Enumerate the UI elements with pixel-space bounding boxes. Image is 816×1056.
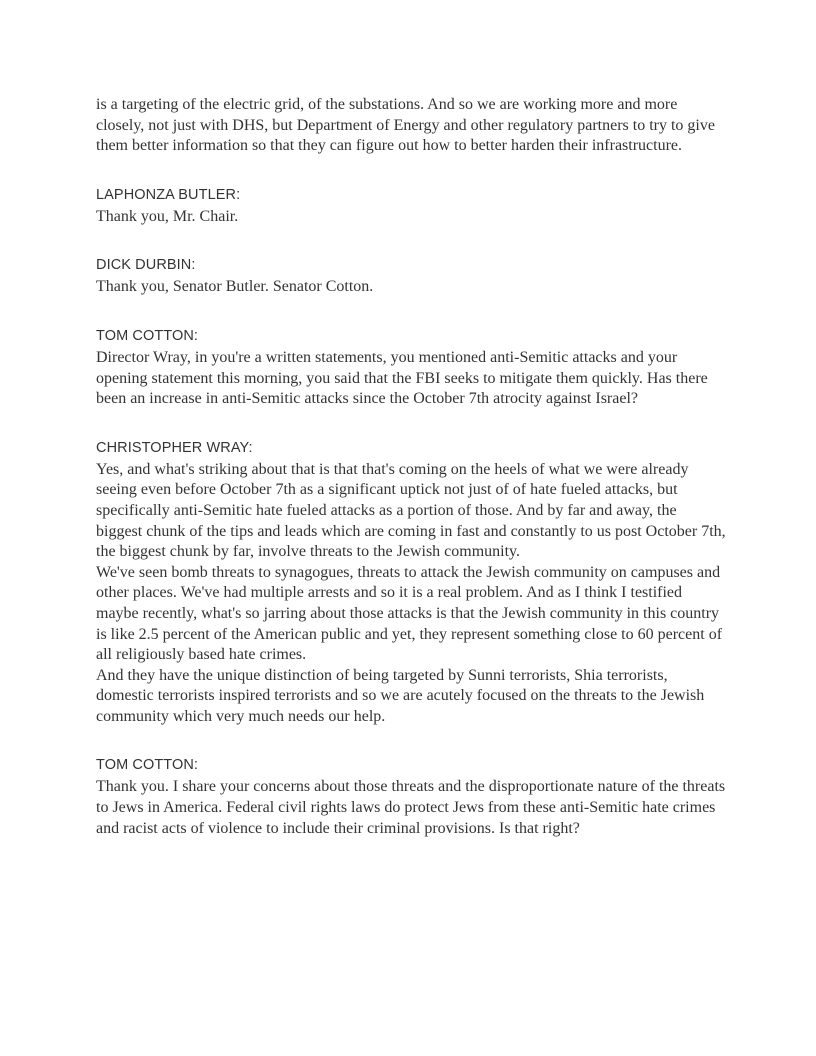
turn-durbin — [96, 256, 726, 298]
speaker-label: TOM COTTON: — [96, 327, 199, 344]
statement-paragraph: We've seen bomb threats to synagogues, threats to attack the Jewish community on campuses and other places. We've had multiple arrests and so it is a real problem. And as I think I testified maybe recently, what's so jarring about those attacks is that the Jewish community in this country is like 2.5 percent of the American public and yet, they represent something close to 60 percent of all religiously based hate crimes. — [96, 563, 723, 664]
turn-cotton-2 — [96, 756, 726, 839]
statement-paragraph: Thank you, Mr. Chair. — [96, 207, 239, 225]
speaker-label: CHRISTOPHER WRAY: — [96, 439, 253, 456]
statement-paragraph: Director Wray, in you're a written statements, you mentioned anti-Semitic attacks and your opening statement this morning, you said that the FBI seeks to mitigate them quickly. Has there been an increase in anti-Semitic attacks since the October 7th atrocity against Israel? — [96, 348, 708, 408]
speaker-label: LAPHONZA BUTLER: — [96, 186, 241, 203]
statement-paragraph: Thank you. I share your concerns about those threats and the disproportionate nature of the threats to Jews in America. Federal civil rights laws do protect Jews from these anti-Semitic hate crimes and racist acts of violence to include their criminal provisions. Is that right? — [96, 778, 726, 837]
transcript-page — [96, 95, 726, 839]
speaker-label: TOM COTTON: — [96, 757, 199, 774]
opening-paragraph: is a targeting of the electric grid, of the substations. And so we are working more and more closely, not just with DHS, but Department of Energy and other regulatory partners to try to give them better information so that they can figure out how to better harden their infrastructure. — [96, 96, 715, 155]
speaker-label: DICK DURBIN: — [96, 257, 196, 274]
turn-wray — [96, 439, 726, 728]
turn-cotton-1 — [96, 327, 726, 410]
statement-paragraph: And they have the unique distinction of being targeted by Sunni terrorists, Shia terrorists, domestic terrorists inspired terrorists and so we are acutely focused on the threats to the Jewish community which very much needs our help. — [96, 666, 705, 725]
turn-butler — [96, 186, 726, 228]
statement-paragraph: Yes, and what's striking about that is that that's coming on the heels of what we were already seeing even before October 7th as a significant uptick not just of of hate fueled attacks, but specifically anti-Semitic hate fueled attacks as a portion of those. And by far and away, the biggest chunk of the tips and leads which are coming in fast and constantly to us post October 7th, the biggest chunk by far, involve threats to the Jewish community. — [96, 460, 726, 561]
statement-paragraph: Thank you, Senator Butler. Senator Cotton. — [96, 278, 374, 296]
